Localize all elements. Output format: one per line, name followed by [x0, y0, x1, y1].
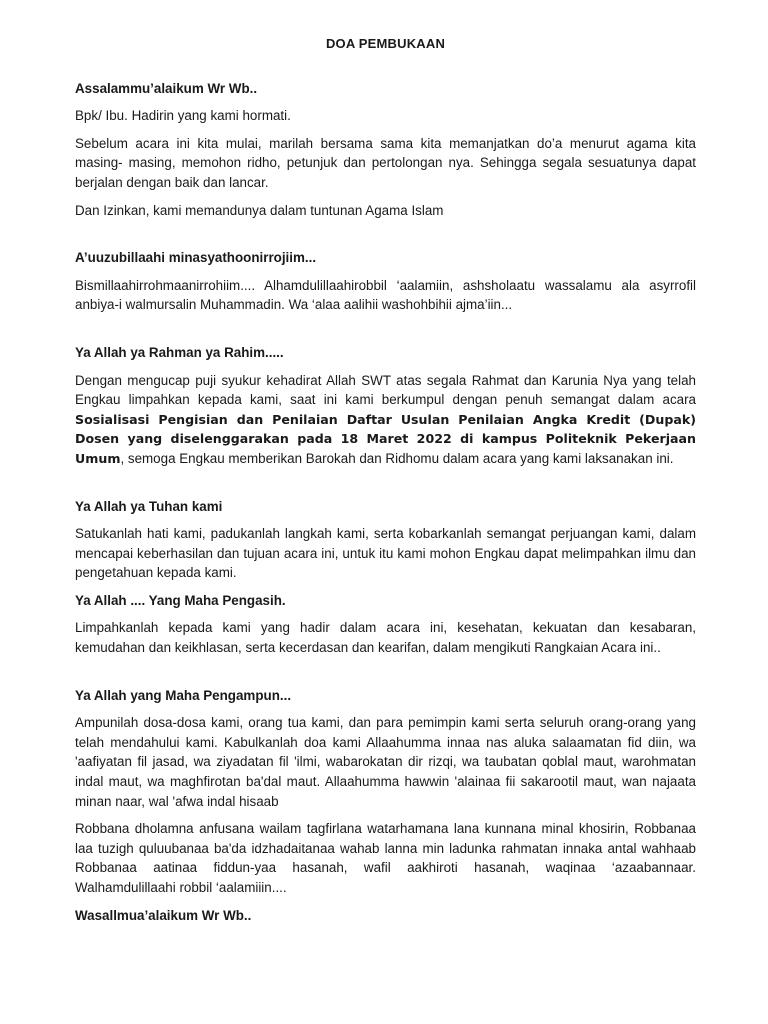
spacer [75, 323, 696, 343]
rahman-text-post: , semoga Engkau memberikan Barokah dan Ridhomu dalam acara yang kami laksanakan ini. [120, 450, 674, 466]
heading-rahman: Ya Allah ya Rahman ya Rahim..... [75, 344, 284, 360]
opening-greeting: Assalammu’alaikum Wr Wb.. [75, 80, 258, 96]
bismillah-paragraph: Bismillaahirrohmaanirrohiim.... Alhamdulillaahirobbil ‘aalamiin, ashsholaatu wassalamu ala asyrrofil anbiya-i walmursalin Muhammadin. Wa ‘alaa aalihii washohbihii ajma’iin... [75, 277, 696, 313]
robbana-paragraph: Robbana dholamna anfusana wailam tagfirlana watarhamana lana kunnana minal khosirin, Robbanaa laa tuzigh quluubanaa ba'da idzhadaitanaa wahab lanna min ladunka rahmatan innaka antal wahhaab Robbanaa aatinaa fiddun-yaa hasanah, wafil aakhiroti hasanah, waqinaa ‘azaabannaar. Walhamdulillaahi robbil ‘aalamiiin.... [75, 821, 696, 895]
tuhan-paragraph: Satukanlah hati kami, padukanlah langkah kami, serta kobarkanlah semangat perjuangan kami, dalam mencapai keberhasilan dan tujuan acara ini, untuk itu kami mohon Engkau dapat melimpahkan ilmu dan pengetahuan kepada kami. [75, 526, 696, 581]
heading-auudzu: A’uuzubillaahi minasyathoonirrojiim... [75, 250, 317, 266]
pengasih-paragraph: Limpahkanlah kepada kami yang hadir dalam acara ini, kesehatan, kekuatan dan kesabaran, kemudahan dan keikhlasan, serta kecerdasan dan kearifan, dalam mengikuti Rangkaian Acara ini.. [75, 620, 696, 656]
rahman-text-pre: Dengan mengucap puji syukur kehadirat Allah SWT atas segala Rahmat dan Karunia Nya yang telah Engkau limpahkan kepada kami, saat ini kami berkumpul dengan penuh semangat dalam acara [75, 372, 696, 408]
document-title: DOA PEMBUKAAN [325, 36, 446, 51]
rahman-paragraph [75, 371, 696, 469]
event-name: Sosialisasi Pengisian dan Penilaian Daftar Usulan Penilaian Angka Kredit (Dupak) Dosen yang diselenggarakan pada 18 Maret 2022 di kampus Politeknik Pekerjaan Umum [75, 411, 696, 466]
pengampun-paragraph: Ampunilah dosa-dosa kami, orang tua kami, dan para pemimpin kami serta seluruh orang-orang yang telah mendahului kami. Kabulkanlah doa kami Allaahumma innaa nas aluka salaamatan fid diin, wa 'aafiyatan fil jasad, wa ziyadatan fil 'ilmi, wabarokatan dir rizqi, wa taubatan qoblal maut, warohmatan indal maut, wa maghfirotan ba'dal maut. Allaahumma hawwin 'alainaa fii sakarootil maut, wan najaata minan naar, wal 'afwa indal hisaab [75, 715, 696, 809]
spacer [75, 228, 696, 248]
heading-pengasih: Ya Allah .... Yang Maha Pengasih. [75, 592, 286, 608]
intro-permission: Dan Izinkan, kami memandunya dalam tuntunan Agama Islam [75, 202, 444, 218]
heading-tuhan: Ya Allah ya Tuhan kami [75, 498, 223, 514]
spacer [75, 666, 696, 686]
intro-paragraph: Sebelum acara ini kita mulai, marilah bersama sama kita memanjatkan do’a menurut agama kita masing- masing, memohon ridho, petunjuk dan pertolongan nya. Sehingga segala sesuatunya dapat berjalan dengan baik dan lancar. [75, 135, 696, 190]
spacer [75, 477, 696, 497]
heading-pengampun: Ya Allah yang Maha Pengampun... [75, 687, 292, 703]
closing-greeting: Wasallmua’alaikum Wr Wb.. [75, 907, 252, 923]
salutation: Bpk/ Ibu. Hadirin yang kami hormati. [75, 108, 291, 124]
